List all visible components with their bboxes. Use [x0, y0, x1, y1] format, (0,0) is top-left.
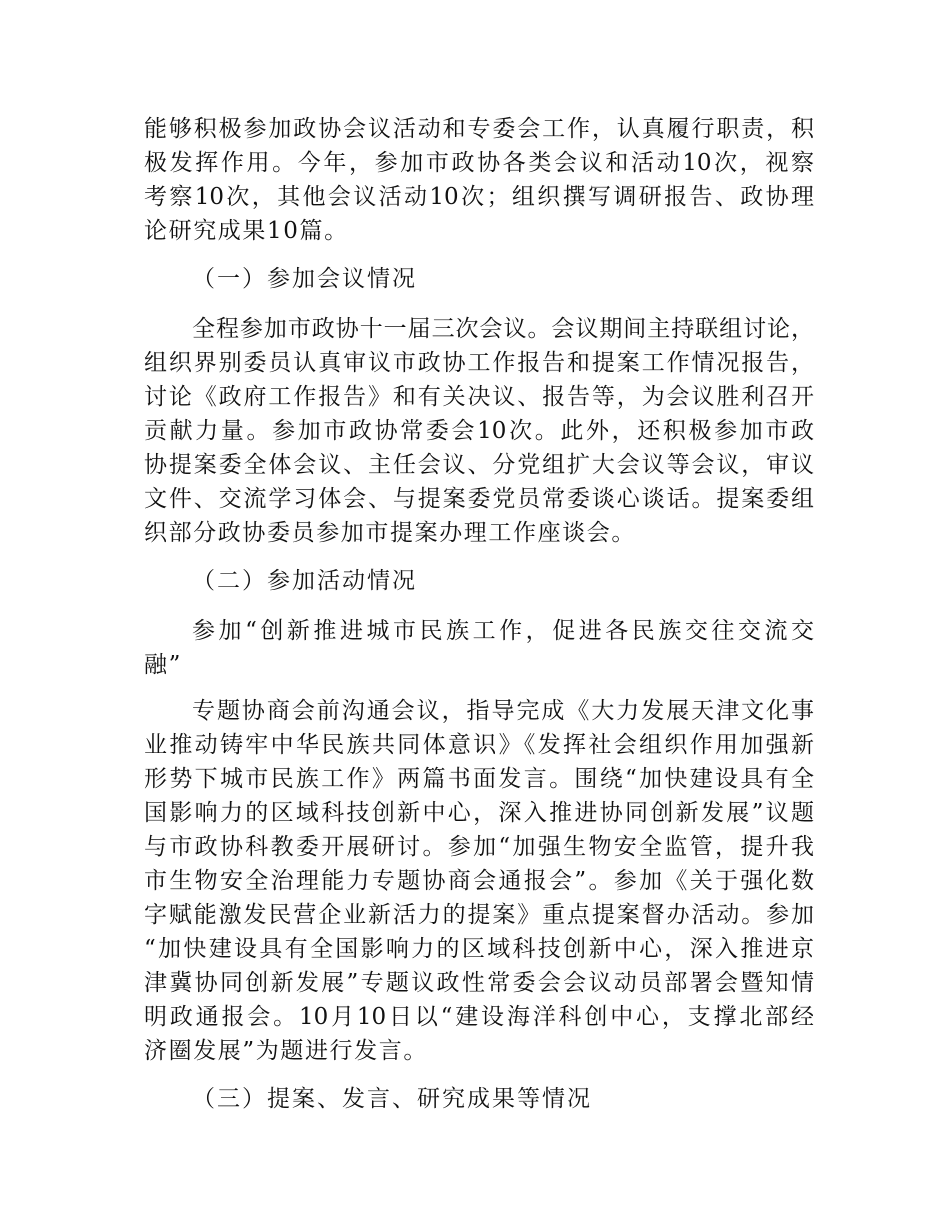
text-line: 济圈发展”为题进行发言。	[144, 1038, 428, 1064]
text-line: 字赋能激发民营企业新活力的提案》重点提案督办活动。参加	[144, 902, 814, 928]
section-heading: （一）参加会议情况	[192, 266, 417, 292]
text-line: 专题协商会前沟通会议，指导完成《大力发展天津文化事	[192, 698, 814, 724]
text-line: 形势下城市民族工作》两篇书面发言。围绕“加快建设具有全	[144, 766, 814, 792]
text-line: 能够积极参加政协会议活动和专委会工作，认真履行职责，积	[144, 116, 814, 142]
text-line: 考察10次，其他会议活动10次；组织撰写调研报告、政协理	[144, 184, 814, 210]
text-line: 贡献力量。参加市政协常委会10次。此外，还积极参加市政	[144, 418, 814, 444]
text-line: 参加“创新推进城市民族工作，促进各民族交往交流交	[192, 618, 814, 644]
section-heading: （二）参加活动情况	[192, 568, 417, 594]
section-heading: （三）提案、发言、研究成果等情况	[192, 1086, 592, 1112]
text-line: 协提案委全体会议、主任会议、分党组扩大会议等会议，审议	[144, 452, 814, 478]
text-line: 国影响力的区域科技创新中心，深入推进协同创新发展”议题	[144, 800, 814, 826]
text-line: 明政通报会。10月10日以“建设海洋科创中心，支撑北部经	[144, 1004, 814, 1030]
text-line: 讨论《政府工作报告》和有关决议、报告等，为会议胜利召开	[144, 384, 814, 410]
text-line: 津冀协同创新发展”专题议政性常委会会议动员部署会暨知情	[144, 970, 814, 996]
text-line: 极发挥作用。今年，参加市政协各类会议和活动10次，视察	[144, 150, 814, 176]
text-line: 全程参加市政协十一届三次会议。会议期间主持联组讨论，	[192, 316, 814, 342]
text-line: 论研究成果10篇。	[144, 218, 349, 244]
text-line: 业推动铸牢中华民族共同体意识》《发挥社会组织作用加强新	[144, 732, 814, 758]
text-line: “加快建设具有全国影响力的区域科技创新中心，深入推进京	[144, 936, 814, 962]
text-line: 融”	[144, 652, 182, 678]
text-line: 文件、交流学习体会、与提案委党员常委谈心谈话。提案委组	[144, 486, 814, 512]
text-line: 与市政协科教委开展研讨。参加“加强生物安全监管，提升我	[144, 834, 814, 860]
text-line: 市生物安全治理能力专题协商会通报会”。参加《关于强化数	[144, 868, 814, 894]
text-line: 织部分政协委员参加市提案办理工作座谈会。	[144, 520, 636, 546]
text-line: 组织界别委员认真审议市政协工作报告和提案工作情况报告，	[144, 350, 814, 376]
